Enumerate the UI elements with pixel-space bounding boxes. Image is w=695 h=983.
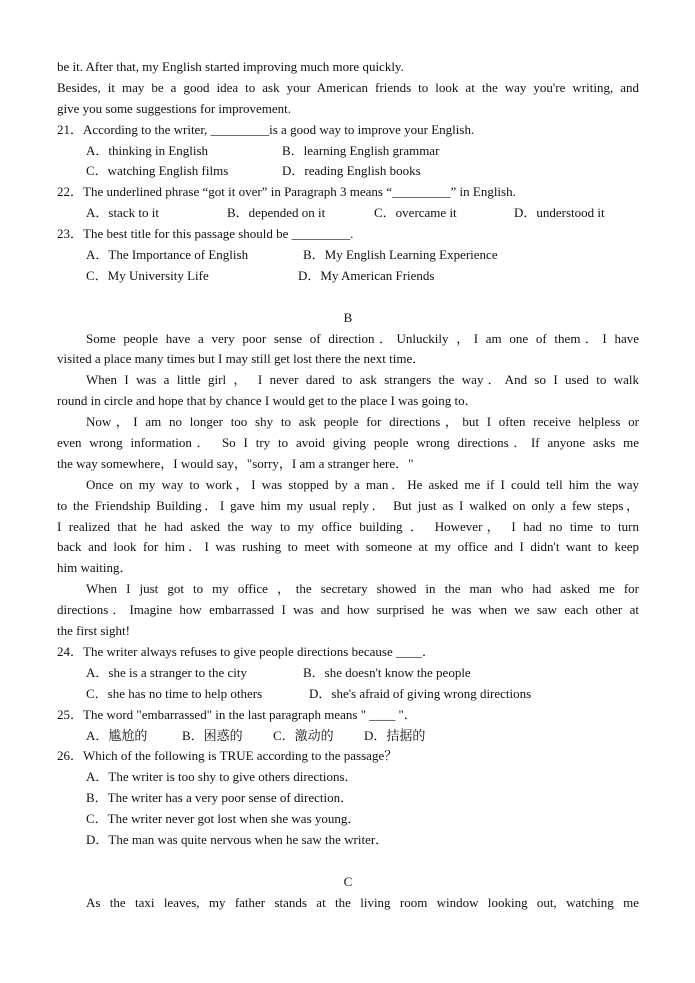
passage-b-line: round in circle and hope that by chance I would get to the place I was going to． <box>57 393 478 409</box>
passage-a-line-2: Besides, it may be a good idea to ask your American friends to look at the way you're writing, and <box>57 79 639 95</box>
question-24-stem: 24．The writer always refuses to give people directions because ____． <box>57 643 435 659</box>
question-22-option-c: C．overcame it <box>374 205 457 221</box>
question-25-option-d: D．拮据的 <box>364 727 426 743</box>
question-25-option-b: B．困惑的 <box>182 727 243 743</box>
question-21-stem: 21．According to the writer, _________is a good way to improve your English. <box>57 121 475 137</box>
question-26-option-a: A．The writer is too shy to give others directions． <box>86 769 358 785</box>
passage-b-line: the way somewhere，I would say，"sorry，I am a stranger here．" <box>57 455 414 471</box>
question-26-option-b: B．The writer has a very poor sense of direction． <box>86 790 354 806</box>
passage-b-line: Now，I am no longer too shy to ask people for directions，but I often receive helpless or <box>86 414 639 430</box>
question-26-option-c: C．The writer never got lost when she was young． <box>86 811 361 827</box>
passage-b-line: Once on my way to work，I was stopped by a man．He asked me if I could tell him the way <box>86 476 639 492</box>
spacer <box>57 287 639 308</box>
question-22-option-d: D．understood it <box>514 205 605 221</box>
passage-b-line: to the Friendship Building．I gave him my usual reply． But just as I walked on only a few steps， <box>57 497 639 513</box>
passage-b-line: Some people have a very poor sense of direction．Unluckily ，I am one of them．I have <box>86 330 639 346</box>
section-b-heading: B <box>343 309 353 325</box>
passage-b-line: him waiting． <box>57 560 133 576</box>
question-24-option-a: A．she is a stranger to the city <box>86 664 248 680</box>
question-23-options-row-1 <box>57 245 639 266</box>
question-23-option-d: D．My American Friends <box>298 267 435 283</box>
question-21-option-b: B．learning English grammar <box>282 142 440 158</box>
question-22-option-a: A．stack to it <box>86 205 159 221</box>
question-21-options-row-2 <box>57 161 639 182</box>
question-24-options-row-2 <box>57 684 639 705</box>
question-21-option-d: D．reading English books <box>282 163 421 179</box>
passage-a-line-3: give you some suggestions for improvement. <box>57 100 291 116</box>
question-22-options-row <box>57 203 639 224</box>
question-23-option-a: A．The Importance of English <box>86 247 249 263</box>
question-25-stem: 25．The word "embarrassed" in the last paragraph means " ____ "． <box>57 706 417 722</box>
passage-c-line-1: As the taxi leaves, my father stands at the living room window looking out, watching me <box>86 894 639 910</box>
passage-b-line: When I just got to my office ，the secretary showed in the man who had asked me for <box>86 581 639 597</box>
question-23-stem: 23．The best title for this passage should be _________. <box>57 226 354 242</box>
passage-a-line-1: be it. After that, my English started improving much more quickly. <box>57 59 404 74</box>
question-26-stem: 26．Which of the following is TRUE according to the passage？ <box>57 748 398 764</box>
question-23-options-row-2 <box>57 266 639 287</box>
passage-b-line: the first sight! <box>57 623 130 639</box>
document-content <box>57 57 639 914</box>
passage-b-line: When I was a little girl ， I never dared to ask strangers the way．And so I used to walk <box>86 372 639 388</box>
question-24-options-row-1 <box>57 663 639 684</box>
question-21-option-c: C．watching English films <box>86 163 229 179</box>
question-21-option-a: A．thinking in English <box>86 142 209 158</box>
passage-b-line: even wrong information． So I try to avoid giving people wrong directions．If anyone asks me <box>57 435 639 451</box>
passage-b-line: I realized that he had asked the way to my office building ． However， I had no time to turn <box>57 518 639 534</box>
question-24-option-d: D．she's afraid of giving wrong directions <box>309 685 532 701</box>
passage-b-line: directions．Imagine how embarrassed I was and how surprised he was when we saw each other at <box>57 602 639 618</box>
spacer <box>57 851 639 872</box>
section-c-heading: C <box>343 873 353 889</box>
question-24-option-b: B．she doesn't know the people <box>303 664 471 680</box>
question-26-option-d: D．The man was quite nervous when he saw the writer． <box>86 831 389 847</box>
question-25-option-c: C．激动的 <box>273 727 334 743</box>
question-23-option-b: B．My English Learning Experience <box>303 247 498 263</box>
question-23-option-c: C．My University Life <box>86 267 209 283</box>
question-25-option-a: A．尴尬的 <box>86 727 148 743</box>
question-24-option-c: C．she has no time to help others <box>86 685 263 701</box>
question-21-options-row-1 <box>57 141 639 162</box>
question-22-stem: 22．The underlined phrase “got it over” in Paragraph 3 means “_________” in English. <box>57 184 516 200</box>
passage-b-line: back and look for him．I was rushing to meet with someone at my office and I didn't want to keep <box>57 539 639 555</box>
passage-b-line: visited a place many times but I may still get lost there the next time． <box>57 351 426 367</box>
question-25-options-row <box>57 726 639 747</box>
question-22-option-b: B．depended on it <box>227 205 326 221</box>
